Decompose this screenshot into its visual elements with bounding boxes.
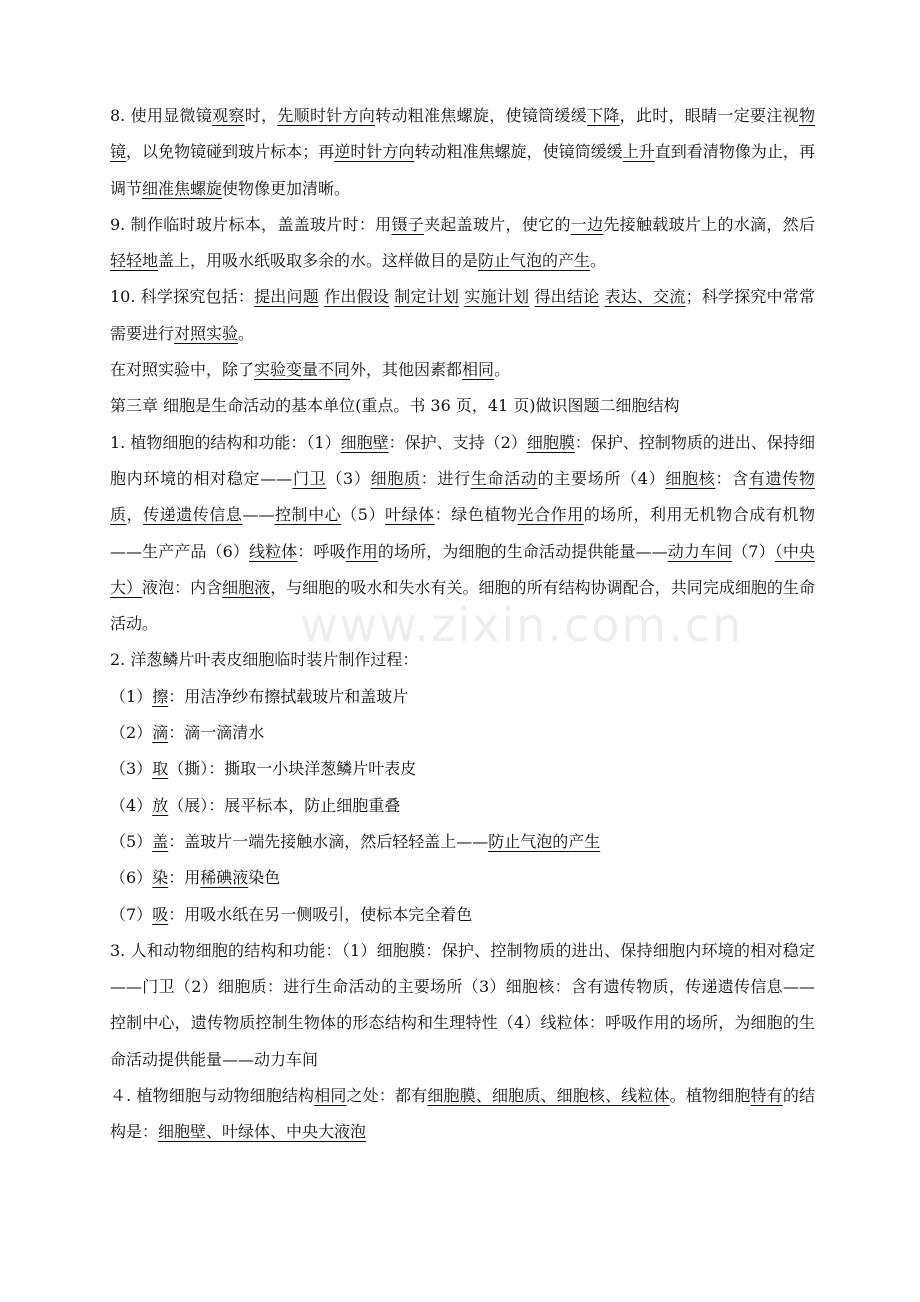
underlined-term: 动力车间 [667, 541, 733, 561]
underlined-term: 先顺时针方向 [277, 106, 376, 125]
underlined-term: 实施计划 [464, 287, 530, 307]
underlined-term: 放 [152, 795, 169, 815]
text-run: 3. 人和动物细胞的结构和功能：（1）细胞膜：保护、控制物质的进出、保持细胞内环境的相对稳定——门卫（2）细胞质：进行生命活动的主要场所（3）细胞核：含有遗传物质，传递遗传信息——控制中心，遗传物质控制生物体的形态结构和生理特性（4）线粒体：呼吸作用的场所，为细胞的生命活动提供能量——动力车间 [110, 940, 815, 1069]
text-run: 的主要场所（4） [537, 468, 666, 488]
text-run: 夹起盖玻片，使它的 [424, 214, 571, 234]
underlined-term: 染 [152, 868, 169, 888]
text-run: 在对照实验中，除了 [110, 360, 255, 380]
text-run: ：保护、支持（2） [388, 432, 527, 452]
text-run: 使物像更加清晰。 [222, 178, 351, 198]
step-cover [110, 824, 815, 860]
text-run: ４. 植物细胞与动物细胞结构 [110, 1086, 315, 1106]
text-run: ，以免物镜碰到玻片标本；再 [126, 142, 335, 162]
text-run: （6） [110, 868, 153, 888]
text-run: 的场所，利用无机物合成有机物——生产产品（6） [110, 505, 815, 561]
para-10-inquiry [110, 279, 815, 352]
text-run: （7） [110, 904, 153, 924]
para-9-temp-slide [110, 207, 815, 280]
step-place [110, 788, 815, 824]
text-run: 。 [238, 323, 255, 343]
underlined-term: 相同 [314, 1086, 347, 1106]
text-run: （撕）：撕取一小块洋葱鳞片叶表皮 [168, 759, 417, 779]
underlined-term: 逆时针方向 [334, 142, 415, 162]
text-run: 时， [244, 106, 278, 125]
text-run: ：进行 [420, 468, 471, 488]
text-run: 9. 制作临时玻片标本，盖盖玻片时：用 [110, 214, 392, 234]
para-4-compare [110, 1078, 815, 1151]
text-run: —— [242, 505, 275, 525]
underlined-term: 镊子 [391, 214, 425, 234]
text-run: 的场所，为细胞的生命活动提供能量—— [377, 541, 668, 561]
text-run: 2. 洋葱鳞片叶表皮细胞临时装片制作过程： [110, 650, 419, 670]
underlined-term: 得出结论 [534, 287, 600, 307]
text-run: 第三章 细胞是生命活动的基本单位(重点。书 36 页，41 页)做识图题二细胞结构 [110, 396, 680, 416]
underlined-term: 物镜 [110, 106, 815, 162]
text-run: ：盖玻片一端先接触水滴，然后轻轻盖上—— [168, 831, 489, 851]
text-run: ：保护、控制物质的进出、保持细胞内环境的相对稳定—— [110, 432, 815, 488]
text-run: 转动粗准焦螺旋，使镜筒缓缓 [375, 106, 588, 125]
text-run: 。 [590, 251, 607, 271]
underlined-term: 作用 [345, 541, 378, 561]
underlined-term: 吸 [152, 904, 169, 924]
underlined-term: 防止气泡的产生 [478, 251, 591, 271]
text-run: ：用 [168, 868, 201, 888]
underlined-term: 相同 [462, 360, 495, 380]
underlined-term: 细胞膜 [526, 432, 575, 452]
underlined-term: 擦 [152, 686, 169, 706]
underlined-term: 滴 [152, 723, 169, 743]
text-run: （7） [732, 541, 775, 561]
underlined-term: 生命活动 [470, 468, 538, 488]
underlined-term: 作出假设 [324, 287, 389, 307]
text-run: ， [126, 505, 144, 525]
para-3-animal-cell [110, 933, 815, 1078]
underlined-term: 制定计划 [394, 287, 460, 307]
text-run: （2） [110, 723, 153, 743]
text-run: ，与细胞的吸水和失水有关。细胞的所有结构协调配合，共同完成细胞的生命活动。 [110, 577, 815, 634]
para-1-plant-cell [110, 425, 815, 643]
underlined-term: 叶绿体 [385, 505, 435, 525]
chapter-3-heading [110, 388, 815, 424]
underlined-term: 盖 [152, 831, 169, 851]
underlined-term: 稀碘液 [200, 868, 249, 888]
para-2-onion-slide [110, 642, 815, 678]
text-run: 转动粗准焦螺旋，使镜筒缓缓 [414, 142, 623, 162]
underlined-term: 观察 [212, 106, 245, 125]
underlined-term: 细准焦螺旋 [142, 178, 223, 198]
text-run: （展）：展平标本，防止细胞重叠 [168, 795, 401, 815]
text-run: ；科学探究中常常需要进行 [110, 287, 815, 343]
para-control-experiment [110, 352, 815, 388]
underlined-term: 下降 [587, 106, 620, 125]
text-run: 10. 科学探究包括： [110, 287, 255, 307]
text-run: （3） [110, 759, 153, 779]
text-run: （3） [326, 468, 371, 488]
underlined-term: 实验变量不同 [254, 360, 351, 380]
text-run: 染色 [248, 868, 281, 888]
underlined-term: 细胞质 [370, 468, 421, 488]
underlined-term: 光合作用 [517, 505, 584, 525]
underlined-term: 表达、交流 [604, 287, 686, 307]
text-run: 的结构是： [110, 1086, 815, 1142]
text-run: ：绿色植物 [434, 505, 518, 525]
text-run: （5） [110, 831, 153, 851]
watermark: www.zixin.com.cn [300, 598, 744, 652]
underlined-term: 细胞壁 [340, 432, 389, 452]
underlined-term: 对照实验 [174, 323, 239, 343]
text-run: 。 [494, 360, 511, 380]
step-absorb [110, 897, 815, 933]
text-run: 之处：都有 [346, 1086, 428, 1106]
underlined-term: 提出问题 [254, 287, 319, 307]
text-run: ：用吸水纸在另一侧吸引，使标本完全着色 [168, 904, 473, 924]
text-run: 直到看清物像为止，再调节 [110, 142, 815, 198]
underlined-term: 轻轻地 [110, 251, 159, 271]
underlined-term: 细胞壁、叶绿体、中央大液泡 [158, 1122, 367, 1142]
text-run: ，此时，眼睛一定要注视 [619, 106, 799, 125]
underlined-term: 细胞膜、细胞质、细胞核、线粒体 [427, 1086, 670, 1106]
step-wipe [110, 679, 815, 715]
step-stain [110, 860, 815, 896]
underlined-term: 一边 [570, 214, 604, 234]
text-run: 外，其他因素都 [350, 360, 463, 380]
text-run: （1） [110, 686, 153, 706]
underlined-term: 门卫 [292, 468, 327, 488]
text-run: （5） [341, 505, 386, 525]
text-run: 8. 使用显微镜 [110, 106, 213, 125]
underlined-term: 特有 [750, 1086, 783, 1106]
text-run: （4） [110, 795, 153, 815]
underlined-term: （中央大） [110, 541, 815, 597]
document-body [110, 98, 815, 1151]
underlined-term: 控制中心 [274, 505, 342, 525]
text-run: ：含 [715, 468, 749, 488]
text-run: ：呼吸 [297, 541, 346, 561]
para-8-microscope [110, 98, 815, 207]
text-run: 1. 植物细胞的结构和功能：（1） [110, 432, 341, 452]
underlined-term: 上升 [622, 142, 655, 162]
text-run: ：用洁净纱布擦拭载玻片和盖玻片 [168, 686, 409, 706]
step-drop [110, 715, 815, 751]
text-run: 。植物细胞 [669, 1086, 751, 1106]
underlined-term: 有遗传物质 [110, 468, 815, 525]
underlined-term: 细胞液 [222, 577, 271, 597]
underlined-term: 防止气泡的产生 [488, 831, 601, 851]
step-take [110, 751, 815, 787]
underlined-term: 传递遗传信息 [143, 505, 243, 525]
text-run: 先接触载玻片上的水滴，然后 [603, 214, 815, 234]
underlined-term: 细胞核 [665, 468, 716, 488]
underlined-term: 线粒体 [249, 541, 298, 561]
text-run: 液泡：内含 [142, 577, 223, 597]
text-run: ：滴一滴清水 [168, 723, 265, 743]
text-run: 盖上，用吸水纸吸取多余的水。这样做目的是 [158, 251, 479, 271]
underlined-term: 取 [152, 759, 169, 779]
